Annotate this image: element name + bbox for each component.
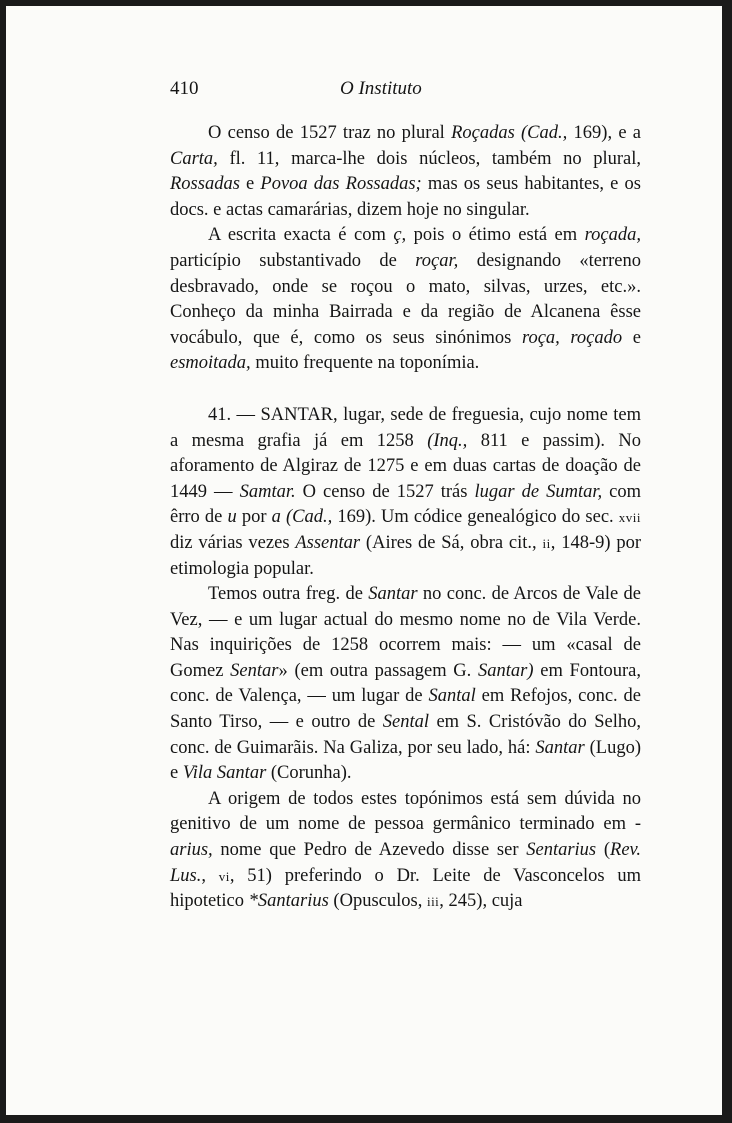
paragraph-p4 bbox=[170, 582, 641, 787]
text-run: ii bbox=[542, 535, 551, 551]
text-run: roça, roçado bbox=[521, 327, 623, 348]
text-run: 41. — SANTAR, lugar, sede de freguesia, cujo nome tem a mesma grafia já em 1258 bbox=[170, 404, 641, 451]
text-run: 169), e a bbox=[567, 123, 641, 143]
text-run: Santal bbox=[428, 686, 476, 707]
text-run: no conc. de Arcos de Vale de Vez, — e um lugar actual do mesmo nome no de Vila Verde. Nas inquirições de 1258 ocorrem mais: — um «casal de Gomez bbox=[170, 584, 641, 681]
text-run: Rossadas bbox=[170, 174, 240, 195]
text-run: Santar) bbox=[478, 660, 534, 681]
paragraph-p5 bbox=[170, 787, 641, 915]
page-number: 410 bbox=[170, 78, 199, 99]
text-run: » (em outra passagem G. bbox=[278, 660, 479, 681]
text-run: O censo de 1527 trás bbox=[295, 481, 475, 502]
text-run: (Corunha). bbox=[266, 763, 352, 784]
text-run: , 51) preferindo o Dr. Leite de Vasconcelos um hipotetico bbox=[170, 865, 642, 912]
text-run: a (Cad., bbox=[271, 507, 333, 528]
text-run: e bbox=[239, 174, 261, 195]
text-run: (Lugo) e bbox=[170, 737, 641, 784]
text-run: Sentarius bbox=[526, 840, 597, 861]
text-run: ç, bbox=[393, 225, 407, 246]
text-run: particípio substantivado de bbox=[170, 250, 416, 271]
text-run: diz várias vezes bbox=[170, 532, 296, 553]
text-run: (Opusculos, bbox=[328, 891, 427, 912]
text-run: *Santarius bbox=[248, 891, 329, 912]
text-run: xvii bbox=[618, 510, 642, 526]
text-run: (Inq., bbox=[427, 430, 468, 451]
text-run: Sental bbox=[382, 712, 430, 733]
text-run: fl. 11, marca-lhe dois núcleos, também no plural, bbox=[217, 148, 641, 169]
text-run: em S. Cristóvão do Selho, conc. de Guimarãis. Na Galiza, por seu lado, há: bbox=[170, 712, 641, 758]
text-run: Povoa das Rossadas; bbox=[260, 174, 422, 195]
text-run: em Refojos, conc. de Santo Tirso, — e outro de bbox=[170, 686, 641, 733]
text-run: , 148-9) por etimologia popular. bbox=[170, 532, 641, 579]
text-run: Rev. Lus. bbox=[170, 840, 641, 886]
text-run: vi bbox=[218, 868, 230, 884]
text-run: por bbox=[236, 507, 272, 528]
text-run: 811 e passim). No aforamento de Algiraz de 1275 e em duas cartas de doação de 1449 — bbox=[170, 430, 642, 502]
paragraph-p1 bbox=[170, 121, 641, 223]
text-run: Assentar bbox=[295, 532, 361, 553]
paragraph-p3 bbox=[170, 403, 641, 582]
text-run: 169). Um códice genealógico do sec. bbox=[332, 507, 619, 528]
text-run: Temos outra freg. de bbox=[208, 584, 369, 605]
text-run: iii bbox=[426, 894, 440, 910]
body-text bbox=[170, 121, 641, 915]
text-run: Santar bbox=[368, 584, 418, 605]
text-run: roçar, bbox=[415, 250, 459, 271]
text-run: esmoitada, bbox=[170, 353, 251, 374]
text-run: ( bbox=[596, 840, 611, 861]
text-run: , bbox=[201, 865, 219, 886]
text-run: A escrita exacta é com bbox=[208, 225, 394, 246]
text-run: u bbox=[227, 507, 237, 528]
text-run: O censo de 1527 traz no plural bbox=[208, 123, 452, 143]
text-run: -arius, bbox=[170, 814, 641, 861]
text-run: roçada, bbox=[584, 225, 641, 246]
text-run: A origem de todos estes topónimos está sem dúvida no genitivo de um nome de pessoa germânico terminado em bbox=[170, 788, 641, 835]
text-run: com êrro de bbox=[170, 481, 642, 528]
text-run: muito frequente na toponímia. bbox=[250, 353, 480, 374]
running-title: O Instituto bbox=[340, 78, 422, 99]
text-run: Samtar. bbox=[239, 481, 296, 502]
text-run: em Fontoura, conc. de Valença, — um lugar de bbox=[170, 660, 641, 707]
page-header bbox=[170, 78, 626, 104]
book-page bbox=[6, 6, 722, 1115]
text-run: Sentar bbox=[230, 660, 279, 681]
text-run: e bbox=[622, 327, 642, 348]
text-run: Roçadas (Cad., bbox=[451, 123, 568, 143]
text-run: mas os seus habitantes, e os docs. e actas camarárias, dizem hoje no singular. bbox=[170, 174, 641, 220]
text-run: lugar de Sumtar, bbox=[474, 481, 603, 502]
paragraph-p2 bbox=[170, 223, 641, 377]
text-run: designando «terreno desbravado, onde se roçou o mato, silvas, urzes, etc.». Conheço da minha Bairrada e da região de Alcanena êsse vocábulo, que é, como os seus sinónimos bbox=[170, 250, 641, 348]
text-run: Santar bbox=[535, 737, 585, 758]
text-run: nome que Pedro de Azevedo disse ser bbox=[212, 840, 527, 861]
text-run: , 245), cuja bbox=[439, 891, 523, 912]
text-run: Carta, bbox=[170, 148, 218, 169]
text-run: (Aires de Sá, obra cit., bbox=[360, 532, 543, 553]
text-run: pois o étimo está em bbox=[406, 225, 585, 246]
text-run: Vila Santar bbox=[182, 763, 267, 784]
